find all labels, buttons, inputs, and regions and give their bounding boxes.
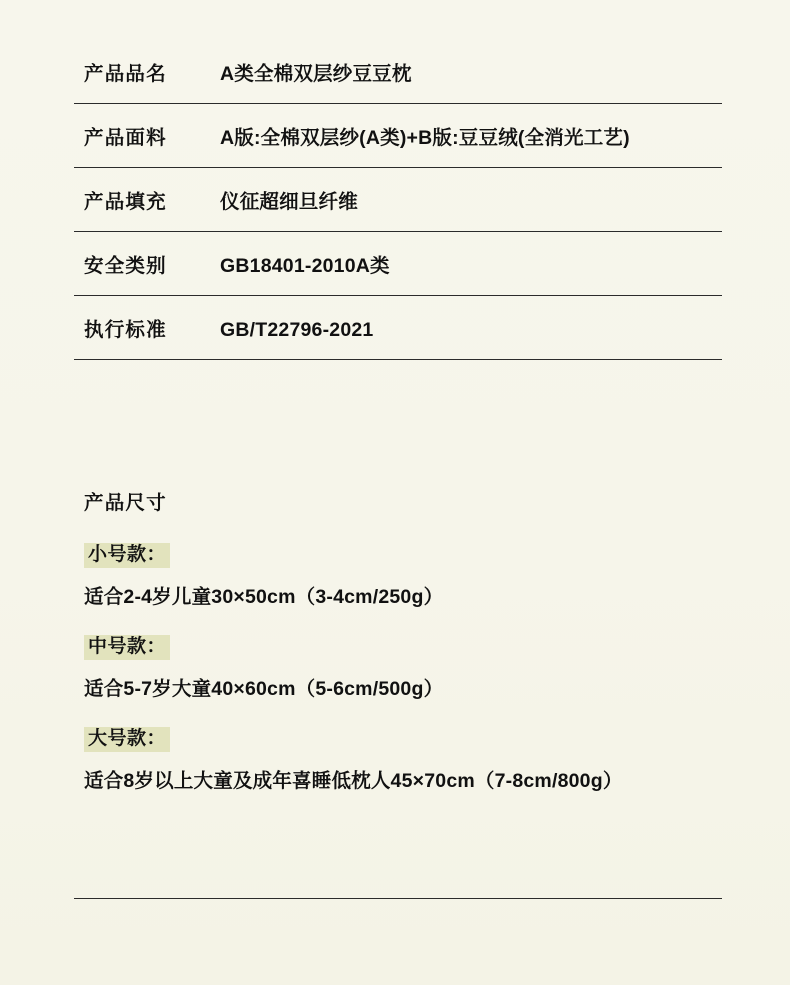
bottom-divider	[74, 898, 722, 899]
list-item	[74, 543, 734, 609]
spec-label: 产品面料	[84, 127, 167, 149]
list-item	[74, 727, 734, 793]
spec-label: 执行标准	[84, 319, 167, 341]
spec-value: GB/T22796-2021	[220, 319, 374, 341]
spec-label: 安全类别	[84, 255, 167, 277]
spec-label: 产品品名	[84, 63, 167, 85]
spec-value: GB18401-2010A类	[220, 255, 390, 277]
size-tag-medium: 中号款：	[84, 635, 170, 660]
spec-value: A类全棉双层纱豆豆枕	[220, 63, 412, 85]
size-tag-small: 小号款：	[84, 543, 170, 568]
table-row	[74, 104, 722, 168]
size-section	[74, 487, 734, 819]
size-description: 适合5-7岁大童40×60cm（5-6cm/500g）	[84, 677, 444, 700]
spec-value: A版:全棉双层纱(A类)+B版:豆豆绒(全消光工艺)	[220, 127, 630, 149]
table-row	[74, 168, 722, 232]
spec-label: 产品填充	[84, 191, 167, 213]
table-row	[74, 40, 722, 104]
spec-table	[74, 40, 722, 360]
spec-value: 仪征超细旦纤维	[220, 191, 358, 213]
size-tag-large: 大号款：	[84, 727, 170, 752]
size-description: 适合2-4岁儿童30×50cm（3-4cm/250g）	[84, 585, 444, 608]
table-row	[74, 296, 722, 360]
size-description: 适合8岁以上大童及成年喜睡低枕人45×70cm（7-8cm/800g）	[84, 769, 623, 792]
size-section-heading: 产品尺寸	[84, 492, 167, 514]
table-row	[74, 232, 722, 296]
list-item	[74, 635, 734, 701]
